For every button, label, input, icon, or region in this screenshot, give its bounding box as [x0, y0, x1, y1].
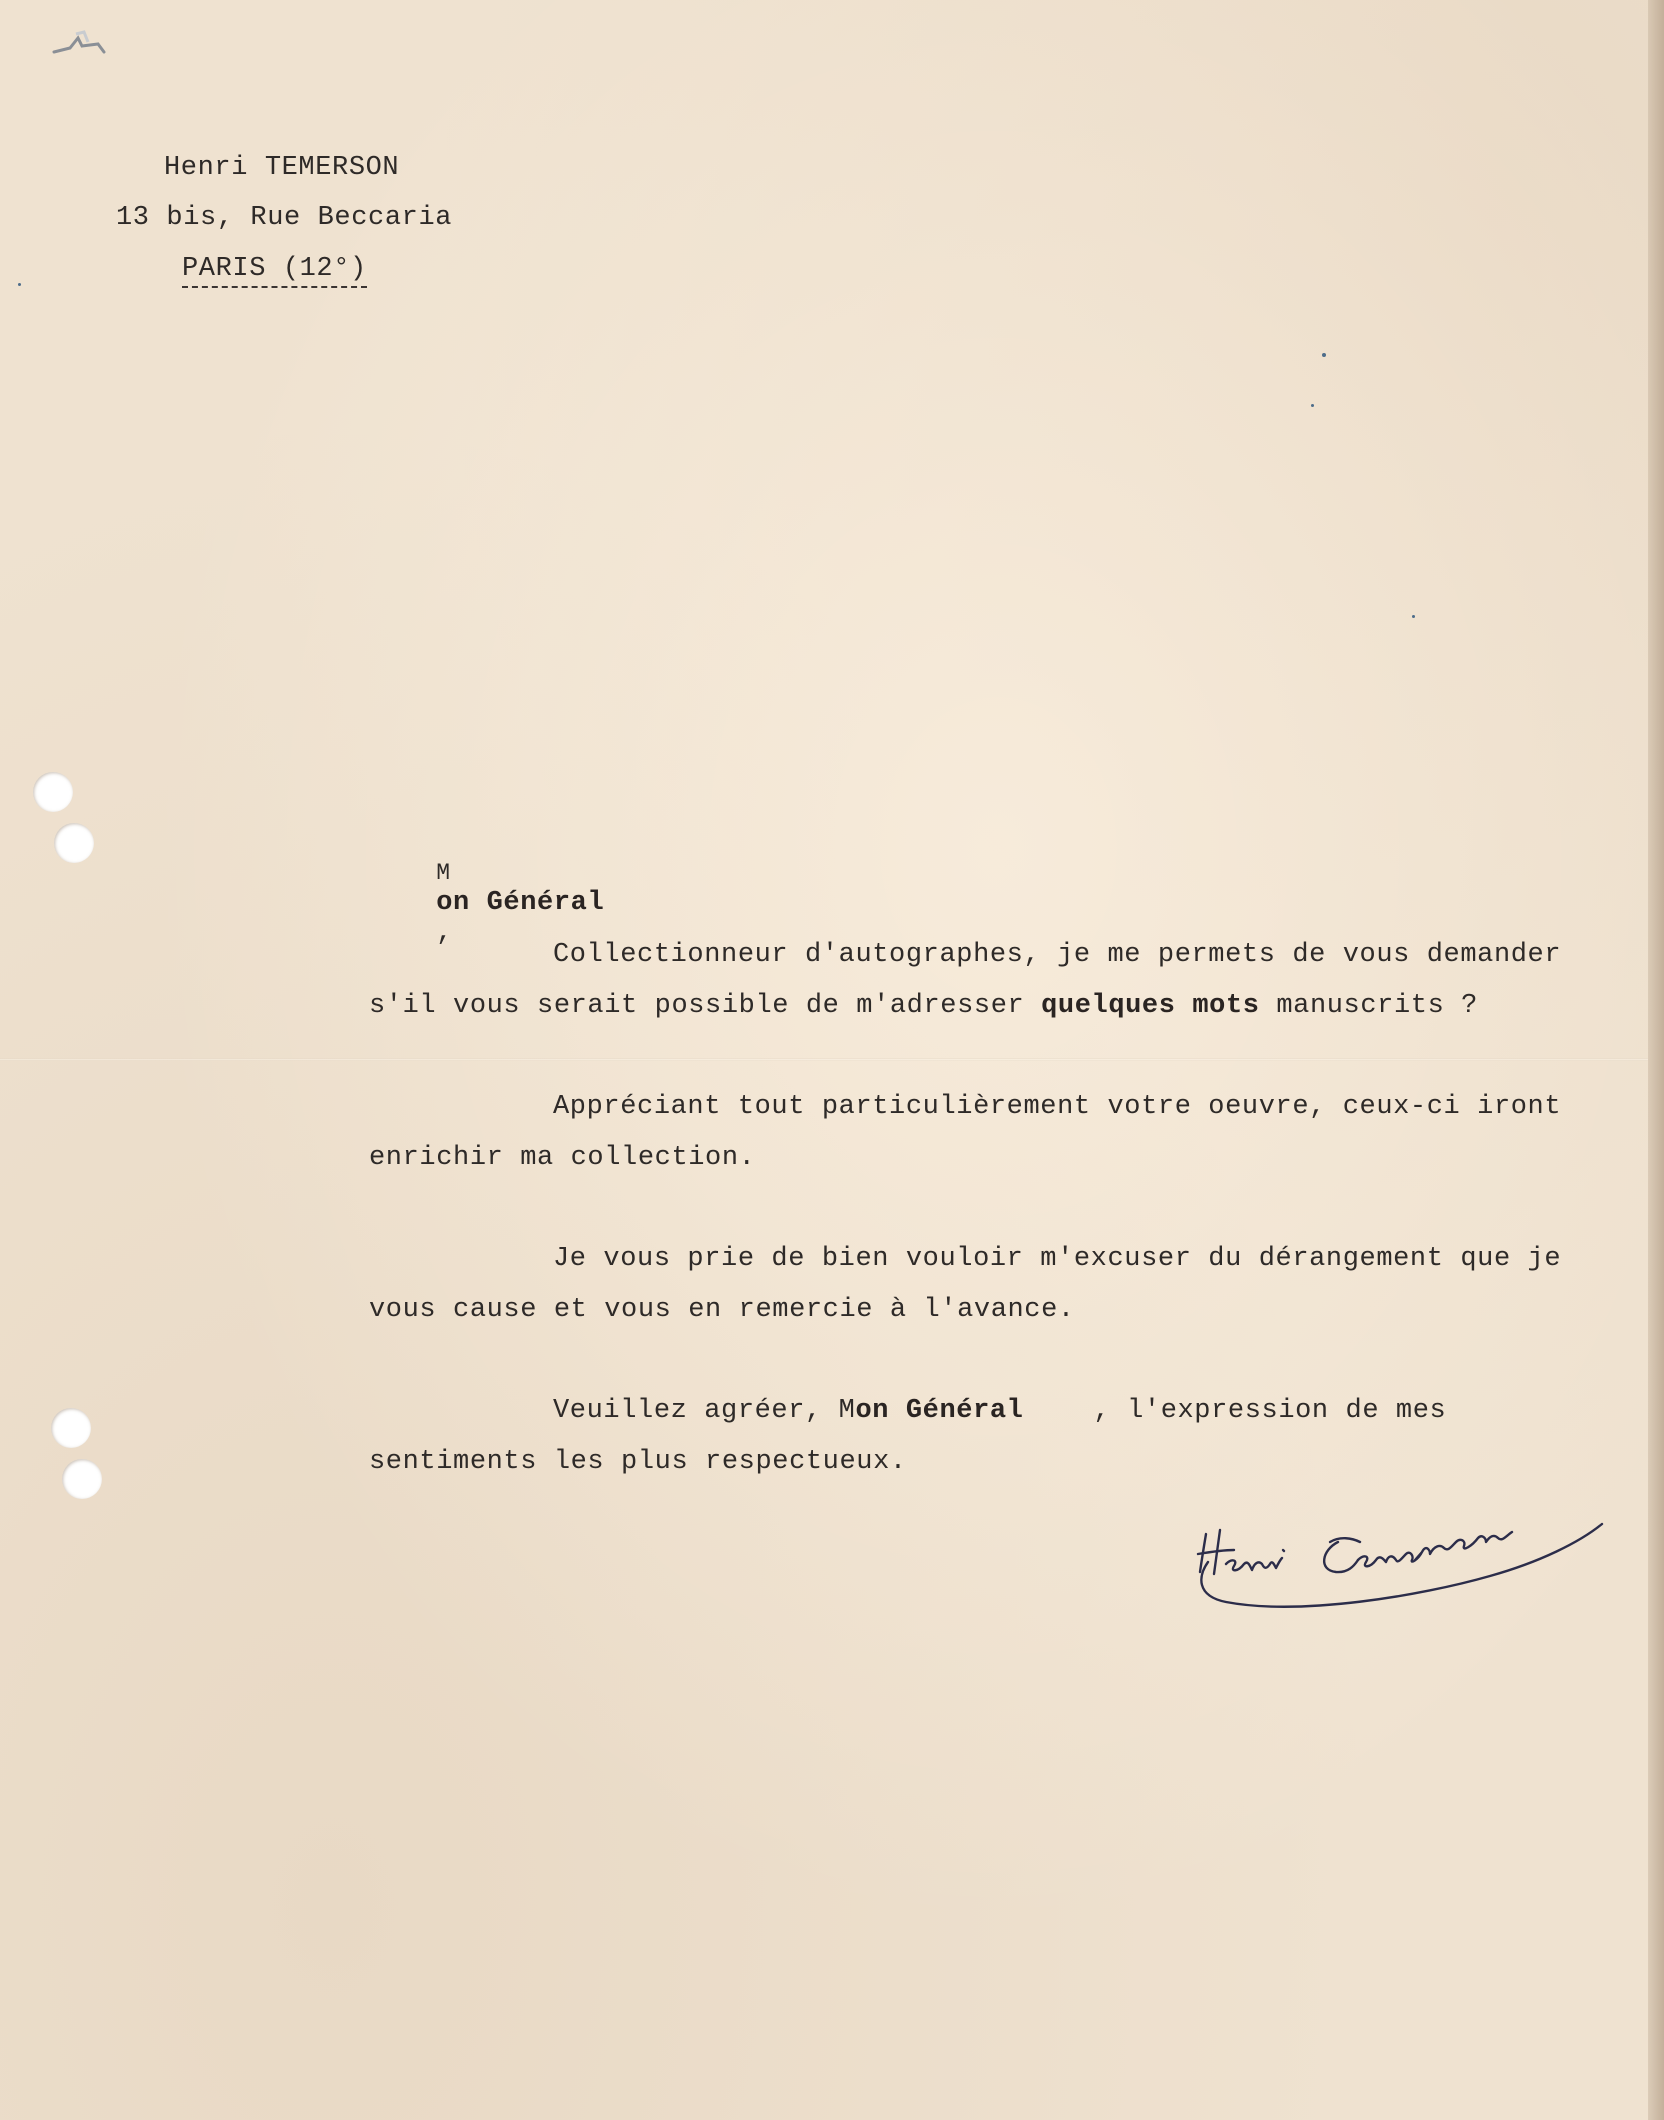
ink-speck	[1412, 615, 1415, 618]
punch-hole-4	[62, 1459, 102, 1499]
ink-speck	[1311, 404, 1314, 407]
paragraph-1-line-1: Collectionneur d'autographes, je me permets de vous demander	[553, 940, 1562, 970]
salutation-prefix: M	[436, 860, 451, 886]
paragraph-1-line-2-emphasis: quelques mots	[1041, 991, 1260, 1021]
paragraph-4-line-1	[553, 1396, 1446, 1426]
ink-speck	[18, 283, 21, 286]
paragraph-4-line-2: sentiments les plus respectueux.	[369, 1447, 907, 1477]
punch-hole-3	[51, 1408, 91, 1448]
closing-end: , l'expression de mes	[1093, 1396, 1447, 1426]
punch-hole-1	[33, 772, 73, 812]
salutation-comma: ,	[436, 918, 454, 948]
ink-speck	[1322, 353, 1326, 357]
sender-city: PARIS (12°)	[182, 254, 367, 288]
closing-title: on Général	[855, 1396, 1024, 1426]
sender-name: Henri TEMERSON	[164, 153, 400, 183]
paragraph-3-line-1: Je vous prie de bien vouloir m'excuser du dérangement que je	[553, 1244, 1562, 1274]
paragraph-1-line-2	[369, 991, 1478, 1021]
paragraph-1-line-2-start: s'il vous serait possible de m'adresser	[369, 991, 1042, 1021]
paper-edge	[1648, 0, 1664, 2120]
paper-fold-crease	[0, 1058, 1648, 1061]
punch-hole-2	[54, 823, 94, 863]
salutation-title: on Général	[436, 888, 605, 918]
paragraph-1-line-2-end: manuscrits ?	[1259, 991, 1478, 1021]
handwritten-signature	[1190, 1480, 1610, 1620]
paragraph-3-line-2: vous cause et vous en remercie à l'avance.	[369, 1295, 1075, 1325]
closing-start: Veuillez agréer, M	[553, 1396, 856, 1426]
paragraph-2-line-2: enrichir ma collection.	[369, 1143, 756, 1173]
paragraph-2-line-1: Appréciant tout particulièrement votre oeuvre, ceux-ci iront	[553, 1092, 1562, 1122]
sender-street: 13 bis, Rue Beccaria	[116, 203, 453, 233]
staple-tear-mark	[52, 30, 112, 56]
